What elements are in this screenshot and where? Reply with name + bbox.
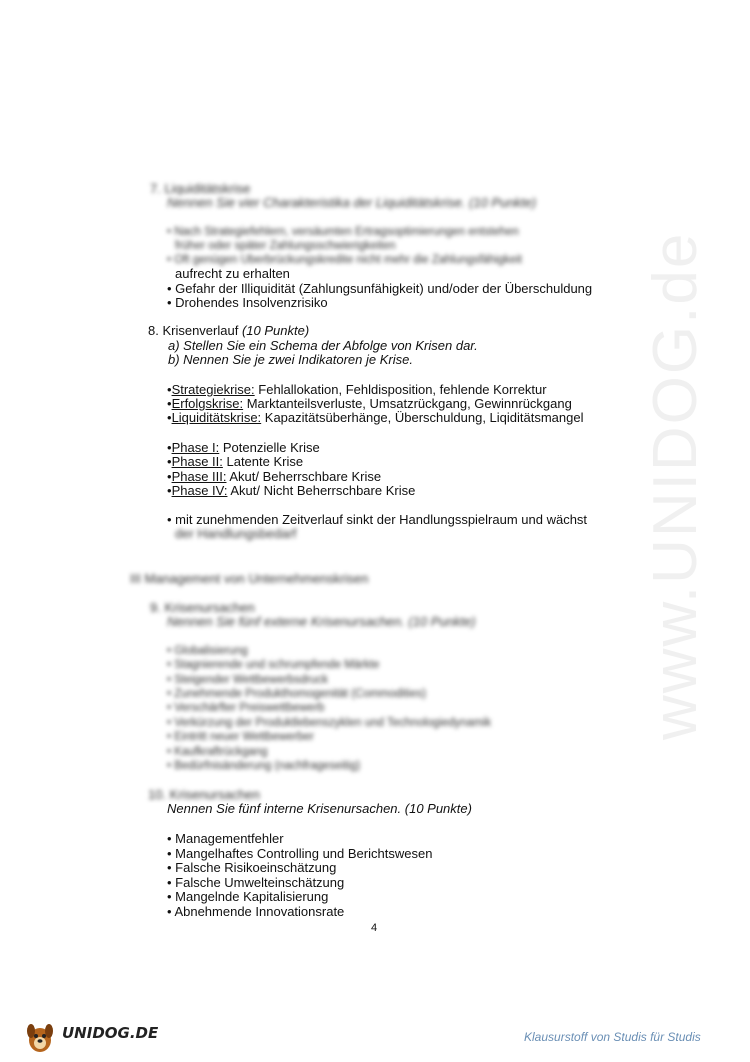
section7-aufrecht: aufrecht zu erhalten (175, 266, 290, 281)
section7-blurred-1b: früher oder später Zahlungsschwierigkeiten (175, 240, 396, 252)
section7-subtitle: Nennen Sie vier Charakteristika der Liquiditätskrise. (10 Punkte) (167, 195, 537, 210)
section3-title: III Management von Unternehmenskrisen (130, 571, 369, 586)
section10-item: • Managementfehler (167, 831, 284, 846)
crisis-label: Liquiditätskrise: (171, 410, 262, 425)
section9-item: • Stagnierende und schrumpfende Märkte (167, 659, 380, 671)
section8-question-b: b) Nennen Sie je zwei Indikatoren je Krise. (168, 352, 413, 367)
section9-item: • Zunehmende Produkthomogenität (Commodities) (167, 688, 427, 700)
crisis-text: Fehlallokation, Fehldisposition, fehlende Korrektur (254, 382, 547, 397)
section8-title (148, 324, 309, 338)
section10-item: • Falsche Umwelteinschätzung (167, 875, 345, 890)
section7-title: 7. Liquiditätskrise (150, 181, 251, 196)
phase-text: Akut/ Nicht Beherrschbare Krise (227, 483, 416, 498)
phase-label: Phase III: (171, 469, 227, 484)
section8-zeitverlauf: • mit zunehmenden Zeitverlauf sinkt der Handlungsspielraum und wächst (167, 512, 588, 527)
phase-label: Phase IV: (171, 483, 228, 498)
logo-text: UNIDOG.DE (62, 1024, 159, 1042)
section8-title-text: 8. Krisenverlauf (148, 323, 239, 338)
crisis-text: Kapazitätsüberhänge, Überschuldung, Liqiditätsmangel (261, 410, 584, 425)
section10-item: • Mangelhaftes Controlling und Berichtswesen (167, 846, 433, 861)
section8-question-a: a) Stellen Sie ein Schema der Abfolge von Krisen dar. (168, 338, 478, 353)
crisis-item-erfolgskrise: •Erfolgskrise: Marktanteilsverluste, Umsatzrückgang, Gewinnrückgang (167, 396, 572, 411)
section10-subtitle: Nennen Sie fünf interne Krisenursachen. (10 Punkte) (167, 801, 472, 816)
unidog-logo[interactable] (22, 1016, 159, 1056)
section7-bullet-insolvenz: • Drohendes Insolvenzrisiko (167, 295, 328, 310)
section9-item: • Eintritt neuer Wettbewerber (167, 731, 314, 743)
crisis-item-strategiekrise: •Strategiekrise: Fehlallokation, Fehldisposition, fehlende Korrektur (167, 382, 547, 397)
page-number: 4 (371, 922, 378, 934)
phase-label: Phase II: (171, 454, 223, 469)
section7-bullet-gefahr: • Gefahr der Illiquidität (Zahlungsunfähigkeit) und/oder der Überschuldung (167, 281, 593, 296)
phase-item-2: •Phase II: Latente Krise (167, 454, 304, 469)
section9-item: • Verschärfter Preiswettbewerb (167, 702, 325, 714)
section7-blurred-1a: • Nach Strategiefehlern, versäumten Ertragsoptimierungen entstehen (167, 226, 519, 238)
phase-item-3: •Phase III: Akut/ Beherrschbare Krise (167, 469, 382, 484)
section9-item: • Kaufkraftrückgang (167, 746, 268, 758)
section9-item: • Bedürfnisänderung (nachfrageseitig) (167, 760, 361, 772)
section9-item: • Verkürzung der Produktlebenszyklen und Technologiedynamik (167, 717, 492, 729)
phase-text: Latente Krise (222, 454, 304, 469)
phase-label: Phase I: (171, 440, 220, 455)
phase-item-1: •Phase I: Potenzielle Krise (167, 440, 320, 455)
section10-item: • Falsche Risikoeinschätzung (167, 860, 337, 875)
footer-tagline: Klausurstoff von Studis für Studis (524, 1030, 701, 1044)
dog-mascot-icon (22, 1016, 62, 1056)
watermark: www.UNIDOG.de (641, 231, 710, 740)
section9-subtitle: Nennen Sie fünf externe Krisenursachen. (10 Punkte) (167, 614, 476, 629)
phase-text: Potenzielle Krise (219, 440, 320, 455)
section8-points: (10 Punkte) (241, 323, 310, 338)
section10-title: 10. Krisenursachen (148, 787, 261, 802)
section8-zeitverlauf-blurred: der Handlungsbedarf (175, 526, 297, 541)
section9-item: • Steigender Wettbewerbsdruck (167, 674, 329, 686)
section9-title: 9. Krisenursachen (150, 600, 255, 615)
crisis-text: Marktanteilsverluste, Umsatzrückgang, Gewinnrückgang (243, 396, 572, 411)
section10-item: • Mangelnde Kapitalisierung (167, 889, 329, 904)
crisis-item-liquiditaetskrise: •Liquiditätskrise: Kapazitätsüberhänge, Überschuldung, Liqiditätsmangel (167, 410, 584, 425)
section9-item: • Globalisierung (167, 645, 248, 657)
crisis-label: Strategiekrise: (171, 382, 255, 397)
section10-item: • Abnehmende Innovationsrate (167, 904, 345, 919)
section7-blurred-2: • Oft genügen Überbrückungskredite nicht mehr die Zahlungsfähigkeit (167, 254, 522, 266)
phase-text: Akut/ Beherrschbare Krise (226, 469, 382, 484)
phase-item-4: •Phase IV: Akut/ Nicht Beherrschbare Krise (167, 483, 416, 498)
crisis-label: Erfolgskrise: (171, 396, 244, 411)
